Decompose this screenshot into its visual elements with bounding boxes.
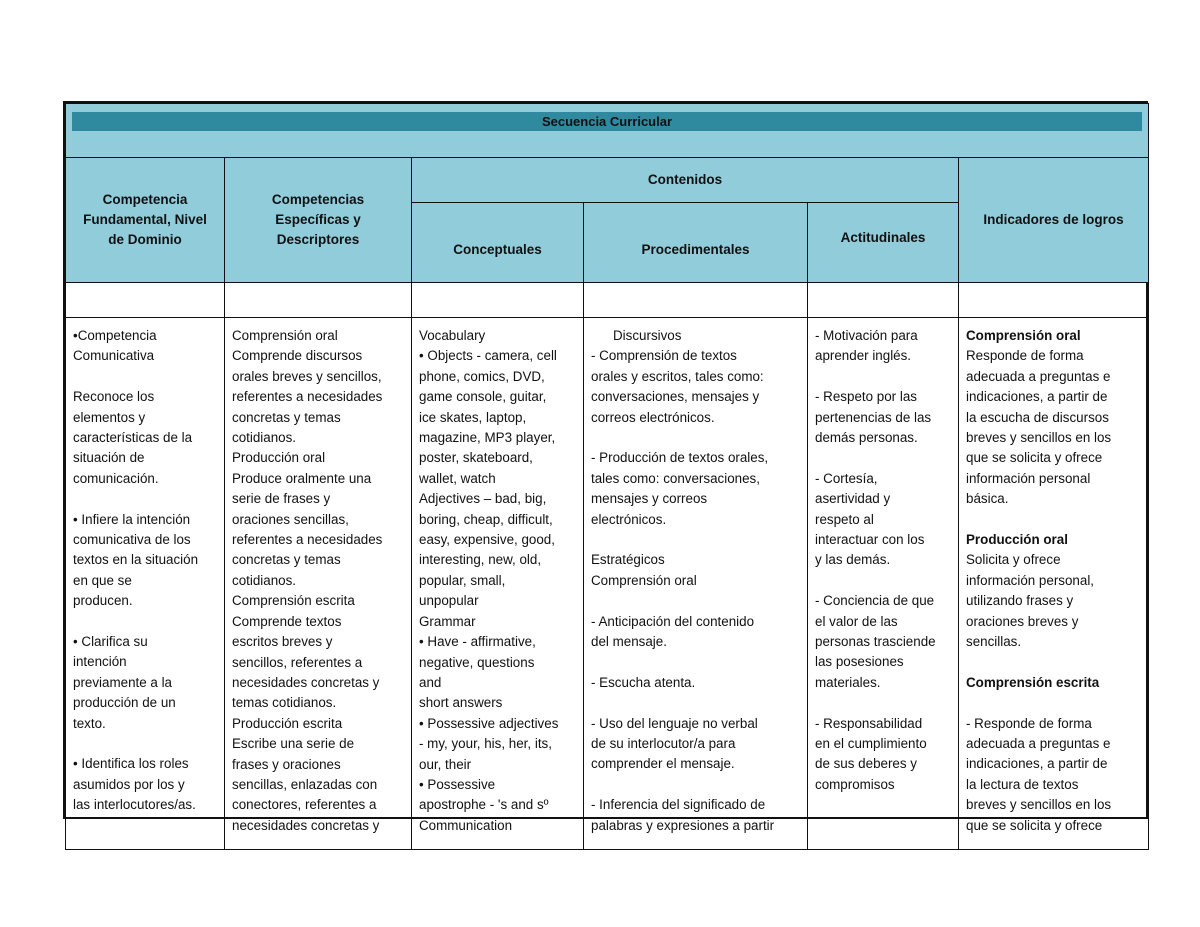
title-cell xyxy=(66,104,1149,158)
text-line: breves y sencillos en los xyxy=(966,430,1112,446)
text-line: serie de frases y xyxy=(232,491,331,507)
blank-line xyxy=(815,571,952,591)
text-line: comunicación. xyxy=(73,470,159,486)
blank-line xyxy=(591,775,801,795)
text-line: boring, cheap, difficult, xyxy=(419,511,553,527)
text-line: concretas y temas xyxy=(232,409,341,425)
text-line: Discursivos xyxy=(613,328,682,343)
text-line: la escucha de discursos xyxy=(966,409,1109,425)
text-line: Comprende discursos xyxy=(232,348,363,364)
curriculum-table-frame xyxy=(63,101,1148,833)
text-line: Producción escrita xyxy=(232,715,343,731)
text-line: Reconoce los xyxy=(73,389,155,405)
text-line: • Possessive xyxy=(419,776,496,792)
text-line: en que se xyxy=(73,572,132,588)
text-line: apostrophe - 's and sº xyxy=(419,797,549,813)
text-line: asertividad y xyxy=(815,491,891,507)
text-line: Comprensión oral xyxy=(591,572,697,588)
text-line: demás personas. xyxy=(815,430,918,446)
header-procedimentales: Procedimentales xyxy=(584,203,808,283)
text-line: mensajes y correos xyxy=(591,491,708,507)
cell-procedimentales xyxy=(584,318,808,850)
cell-actitudinales xyxy=(808,318,959,850)
text-line: que se solicita y ofrece xyxy=(966,817,1103,833)
text-line: cotidianos. xyxy=(232,430,297,446)
text-line: Vocabulary xyxy=(419,328,486,343)
text-line: respeto al xyxy=(815,511,874,527)
header-actitudinales: Actitudinales xyxy=(808,203,959,283)
text-line: oraciones sencillas, xyxy=(232,511,349,527)
text-line: orales breves y sencillos, xyxy=(232,368,382,384)
table-title: Secuencia Curricular xyxy=(72,112,1142,131)
text-line: ice skates, laptop, xyxy=(419,409,527,425)
text-line: - my, your, his, her, its, xyxy=(419,736,552,752)
text-line: comprender el mensaje. xyxy=(591,756,735,772)
text-line: - Uso del lenguaje no verbal xyxy=(591,715,758,731)
header-contenidos: Contenidos xyxy=(412,158,959,203)
text-line: que se solicita y ofrece xyxy=(966,450,1103,466)
text-line: información personal xyxy=(966,470,1091,486)
text-line: Responde de forma xyxy=(966,348,1084,364)
text-line: Communication xyxy=(419,817,513,833)
text-line: - Responsabilidad xyxy=(815,715,923,731)
text-line: cotidianos. xyxy=(232,572,297,588)
text-line: utilizando frases y xyxy=(966,593,1074,609)
blank-line xyxy=(815,367,952,387)
blank-line xyxy=(73,612,218,632)
column-text xyxy=(591,326,801,841)
text-line: oraciones breves y xyxy=(966,613,1079,629)
header-line: de Dominio xyxy=(108,232,182,247)
text-line: sencillas, enlazadas con xyxy=(232,776,378,792)
text-line: Producción oral xyxy=(966,532,1068,548)
text-line: compromisos xyxy=(815,776,895,792)
text-line: personas trasciende xyxy=(815,634,936,650)
header-line: Fundamental, Nivel xyxy=(83,212,207,227)
text-line: en el cumplimiento xyxy=(815,736,927,752)
header-conceptuales: Conceptuales xyxy=(412,203,584,283)
text-line: interesting, new, old, xyxy=(419,552,542,568)
text-line: concretas y temas xyxy=(232,552,341,568)
text-line: orales y escritos, tales como: xyxy=(591,368,764,384)
blank-line xyxy=(966,510,1142,530)
text-line: - Escucha atenta. xyxy=(591,674,696,690)
text-line: wallet, watch xyxy=(419,470,496,486)
text-line: - Cortesía, xyxy=(815,470,878,486)
text-line: situación de xyxy=(73,450,145,466)
blank-line xyxy=(73,367,218,387)
blank-cell xyxy=(959,283,1149,318)
header-line: Descriptores xyxy=(276,232,360,247)
text-line: Comprende textos xyxy=(232,613,342,629)
text-line: de su interlocutor/a para xyxy=(591,736,736,752)
text-line: • Possessive adjectives xyxy=(419,715,559,731)
text-line: • Identifica los roles xyxy=(73,756,189,772)
text-line: pertenencias de las xyxy=(815,409,932,425)
text-line: Adjectives – bad, big, xyxy=(419,491,547,507)
text-line: - Producción de textos orales, xyxy=(591,450,769,466)
text-line: temas cotidianos. xyxy=(232,695,337,711)
text-line: - Anticipación del contenido xyxy=(591,613,755,629)
text-line: phone, comics, DVD, xyxy=(419,368,545,384)
text-line: our, their xyxy=(419,756,472,772)
text-line: • Objects - camera, cell xyxy=(419,348,557,364)
text-line: magazine, MP3 player, xyxy=(419,430,556,446)
text-line: producen. xyxy=(73,593,133,609)
text-line: básica. xyxy=(966,491,1009,507)
text-line: Escribe una serie de xyxy=(232,736,355,752)
header-competencias-especificas xyxy=(225,158,412,283)
text-line: comunicativa de los xyxy=(73,532,191,548)
text-line: breves y sencillos en los xyxy=(966,797,1112,813)
text-line: Estratégicos xyxy=(591,552,665,568)
text-line: conversaciones, mensajes y xyxy=(591,389,760,405)
text-line: - Conciencia de que xyxy=(815,593,935,609)
text-line: Produce oralmente una xyxy=(232,470,372,486)
blank-line xyxy=(966,652,1142,672)
column-text xyxy=(966,326,1142,841)
text-line: del mensaje. xyxy=(591,634,667,650)
text-line: • Infiere la intención xyxy=(73,511,191,527)
text-line: Producción oral xyxy=(232,450,326,466)
header-row-1 xyxy=(66,158,1149,203)
text-line: previamente a la xyxy=(73,674,172,690)
text-line: Comprensión escrita xyxy=(966,674,1100,690)
cell-conceptuales xyxy=(412,318,584,850)
text-line: el valor de las xyxy=(815,613,898,629)
text-line: and xyxy=(419,674,442,690)
cell-indicadores xyxy=(959,318,1149,850)
content-row xyxy=(66,318,1149,850)
text-line: Grammar xyxy=(419,613,476,629)
text-line: texto. xyxy=(73,715,106,731)
text-line: textos en la situación xyxy=(73,552,199,568)
text-line: intención xyxy=(73,654,127,670)
text-line: interactuar con los xyxy=(815,532,925,548)
text-line: las posesiones xyxy=(815,654,904,670)
column-text xyxy=(73,326,218,841)
text-line: las interlocutores/as. xyxy=(73,797,196,813)
text-line: referentes a necesidades xyxy=(232,532,383,548)
text-line: elementos y xyxy=(73,409,146,425)
blank-line xyxy=(591,693,801,713)
text-line: negative, questions xyxy=(419,654,535,670)
text-line: sencillas. xyxy=(966,634,1022,650)
text-line: la lectura de textos xyxy=(966,776,1079,792)
text-line: - Motivación para xyxy=(815,328,918,343)
text-line: - Inferencia del significado de xyxy=(591,797,766,813)
column-text xyxy=(815,326,952,841)
text-line: frases y oraciones xyxy=(232,756,341,772)
text-line: características de la xyxy=(73,430,193,446)
curriculum-table xyxy=(65,103,1149,850)
text-line: - Responde de forma xyxy=(966,715,1092,731)
header-indicadores: Indicadores de logros xyxy=(959,158,1149,283)
cell-especificas xyxy=(225,318,412,850)
text-line: unpopular xyxy=(419,593,479,609)
column-text xyxy=(232,326,405,841)
text-line: electrónicos. xyxy=(591,511,667,527)
text-line: adecuada a preguntas e xyxy=(966,736,1111,752)
text-line: adecuada a preguntas e xyxy=(966,368,1111,384)
text-line: palabras y expresiones a partir xyxy=(591,817,775,833)
text-line: referentes a necesidades xyxy=(232,389,383,405)
text-line: y las demás. xyxy=(815,552,891,568)
blank-line xyxy=(73,489,218,509)
text-line: game console, guitar, xyxy=(419,389,547,405)
text-line: sencillos, referentes a xyxy=(232,654,363,670)
blank-line xyxy=(966,693,1142,713)
text-line: Comprensión escrita xyxy=(232,593,355,609)
text-line: Comprensión oral xyxy=(966,328,1081,343)
text-line: tales como: conversaciones, xyxy=(591,470,760,486)
text-line: conectores, referentes a xyxy=(232,797,377,813)
text-line: materiales. xyxy=(815,674,881,690)
text-line: necesidades concretas y xyxy=(232,817,380,833)
text-line: aprender inglés. xyxy=(815,348,912,364)
blank-cell xyxy=(808,283,959,318)
text-line: Comprensión oral xyxy=(232,328,338,343)
blank-cell xyxy=(66,283,225,318)
text-line: - Comprensión de textos xyxy=(591,348,737,364)
text-line: indicaciones, a partir de xyxy=(966,389,1108,405)
blank-line xyxy=(591,530,801,550)
blank-cell xyxy=(225,283,412,318)
text-line: • Have - affirmative, xyxy=(419,634,536,650)
header-competencia-fundamental xyxy=(66,158,225,283)
header-line: Competencias xyxy=(271,192,365,207)
text-line: necesidades concretas y xyxy=(232,674,380,690)
text-line: indicaciones, a partir de xyxy=(966,756,1108,772)
text-line: escritos breves y xyxy=(232,634,333,650)
text-line: short answers xyxy=(419,695,503,711)
text-line: Comunicativa xyxy=(73,348,155,364)
text-line: •Competencia xyxy=(73,328,157,343)
blank-line xyxy=(591,428,801,448)
blank-line xyxy=(815,448,952,468)
header-line: Específicas y xyxy=(275,212,361,227)
text-line: • Clarifica su xyxy=(73,634,148,650)
text-line: - Respeto por las xyxy=(815,389,917,405)
text-line: de sus deberes y xyxy=(815,756,917,772)
text-line: producción de un xyxy=(73,695,176,711)
column-text xyxy=(419,326,577,841)
cell-fundamental xyxy=(66,318,225,850)
blank-cell xyxy=(584,283,808,318)
title-row xyxy=(66,104,1149,158)
blank-cell xyxy=(412,283,584,318)
blank-line xyxy=(591,652,801,672)
text-line: easy, expensive, good, xyxy=(419,532,555,548)
text-line: poster, skateboard, xyxy=(419,450,533,466)
blank-line xyxy=(591,591,801,611)
text-line: asumidos por los y xyxy=(73,776,185,792)
blank-line xyxy=(73,734,218,754)
text-line: Solicita y ofrece xyxy=(966,552,1061,568)
text-line: información personal, xyxy=(966,572,1095,588)
header-line: Competencia xyxy=(102,192,188,207)
blank-row xyxy=(66,283,1149,318)
text-line: popular, small, xyxy=(419,572,506,588)
text-line: correos electrónicos. xyxy=(591,409,715,425)
blank-line xyxy=(815,693,952,713)
